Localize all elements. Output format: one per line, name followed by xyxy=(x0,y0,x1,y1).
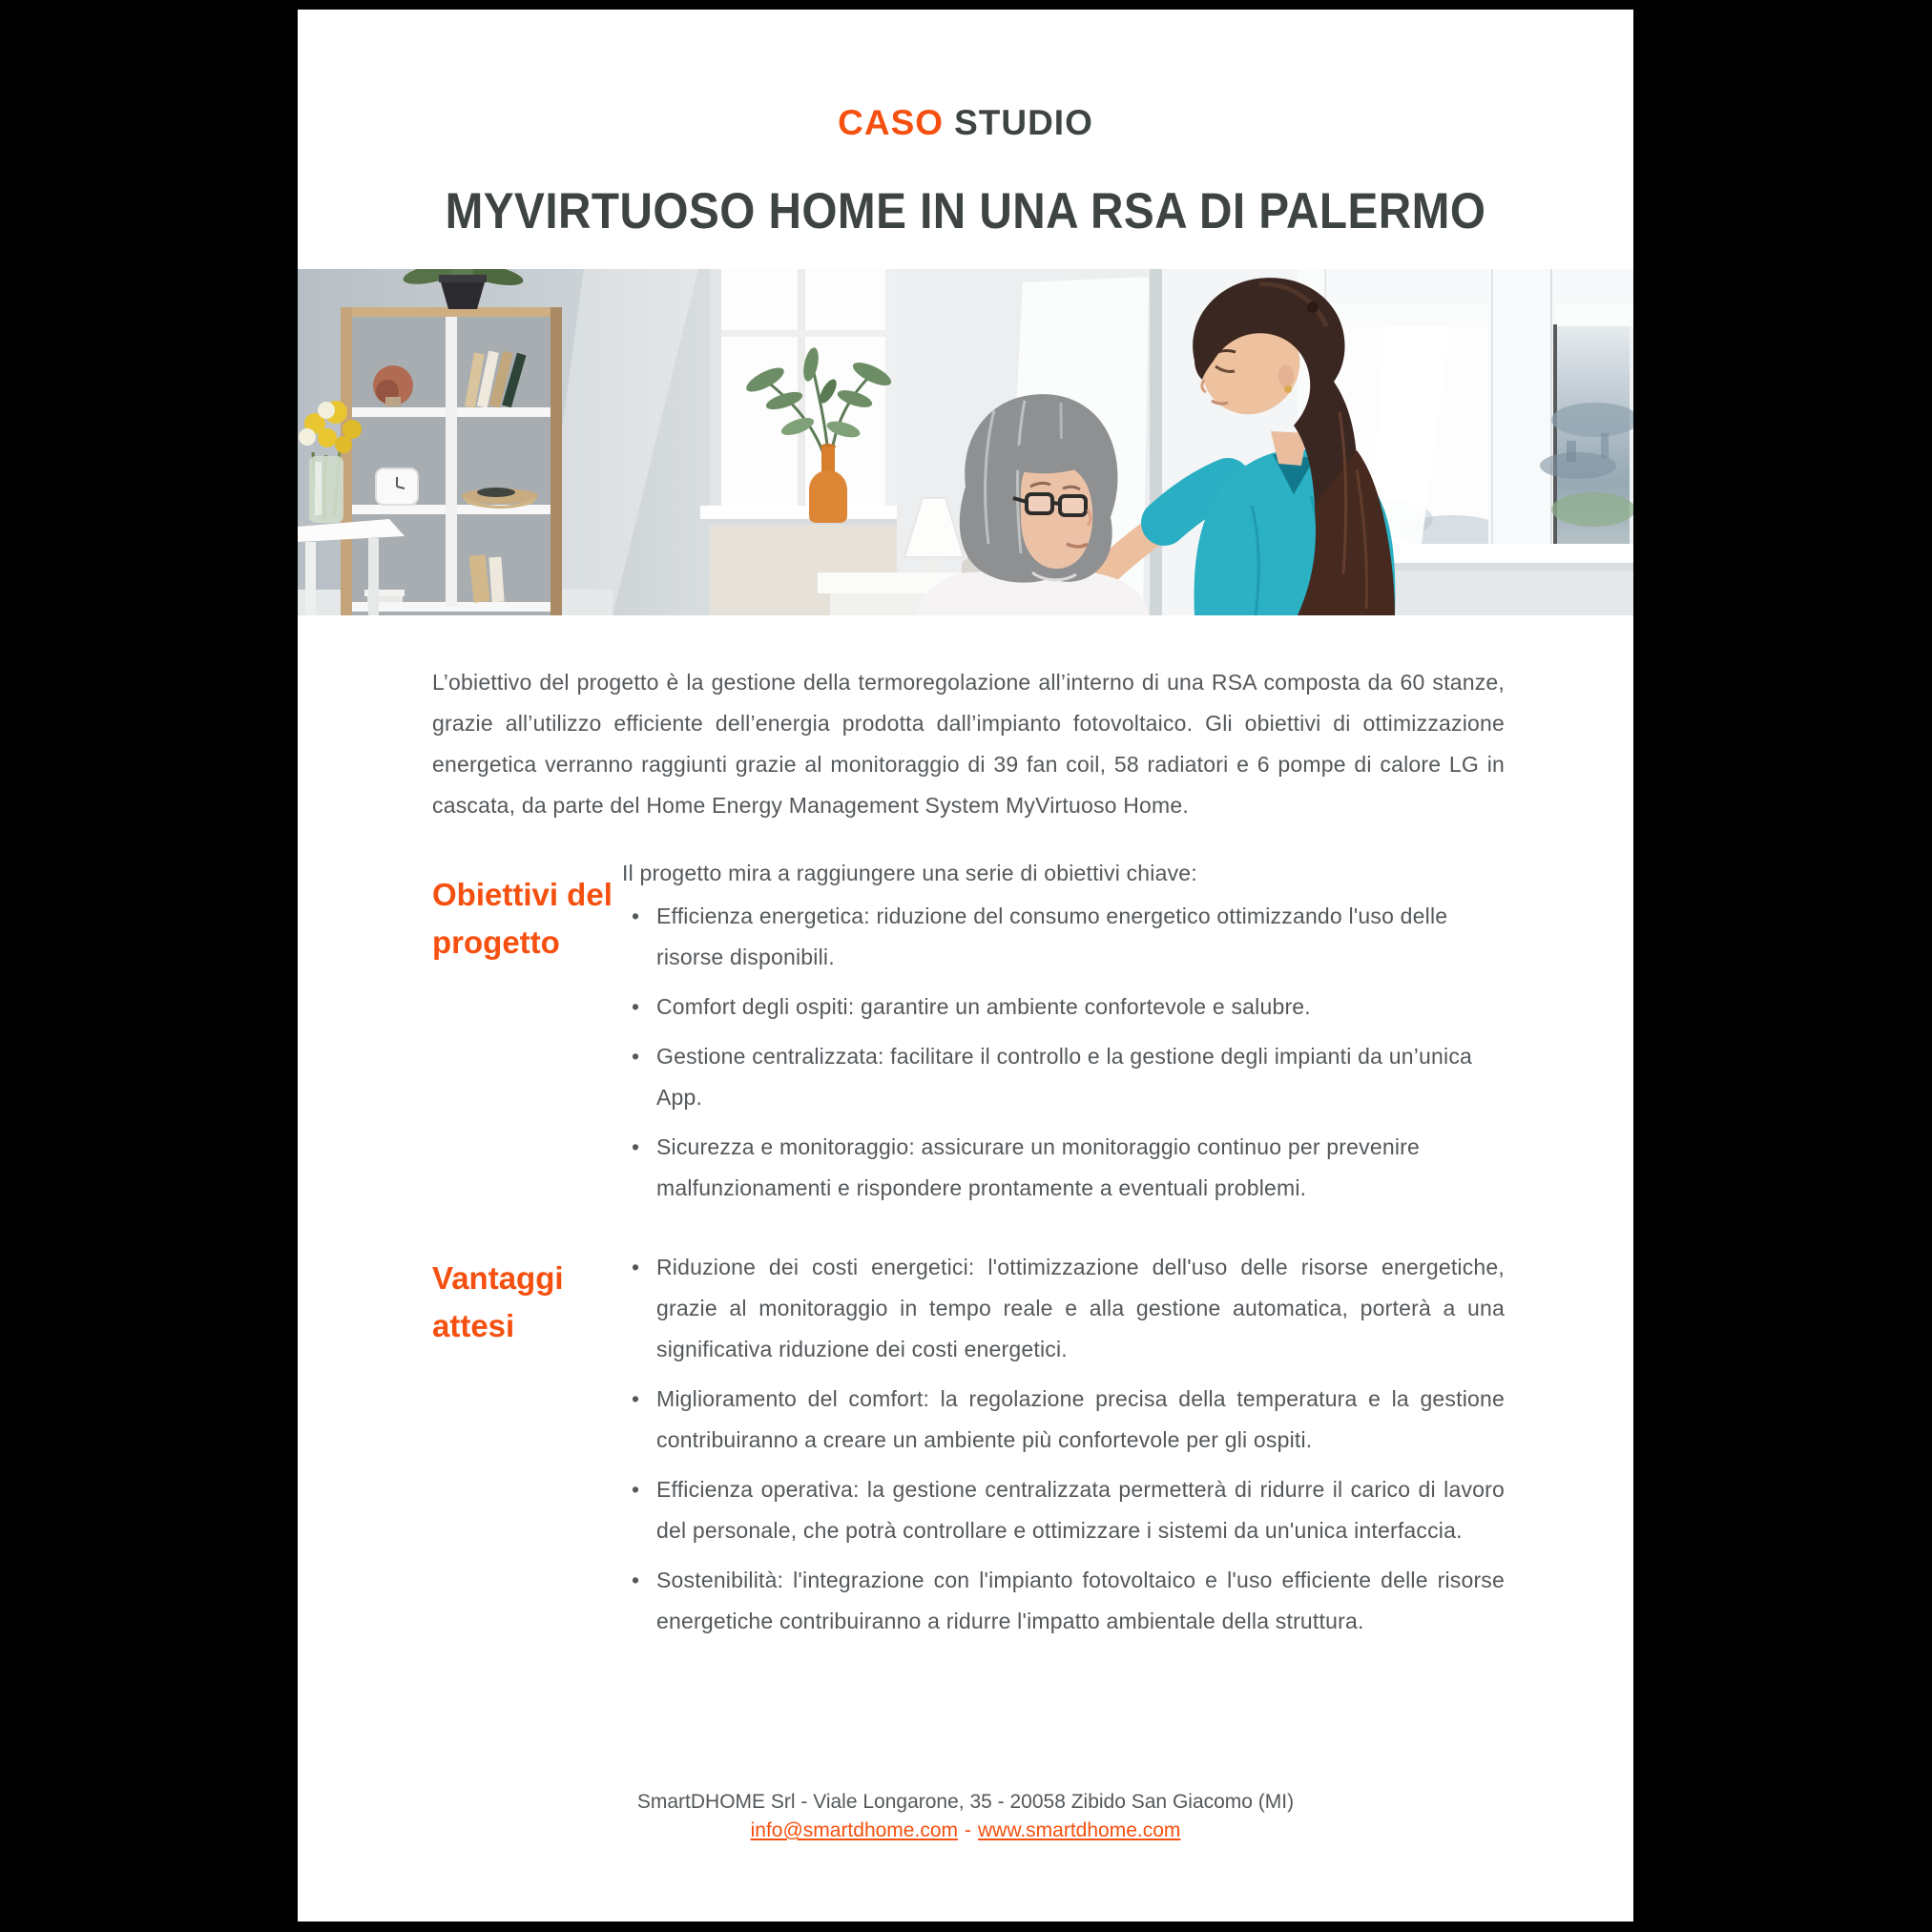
footer-email-link[interactable]: info@smartdhome.com xyxy=(750,1819,958,1841)
hero-photo xyxy=(298,269,1633,615)
kicker xyxy=(298,103,1633,143)
footer-website-link[interactable]: www.smartdhome.com xyxy=(978,1819,1181,1841)
kicker-accent: CASO xyxy=(838,103,945,142)
window-with-plant xyxy=(700,269,906,615)
bullet-item: • Efficienza operativa: la gestione centralizzata permetterà di ridurre il carico di lavoro del personale, che potrà controllare e ottimizzare i sistemi da un'unica interfaccia. xyxy=(656,1469,1505,1551)
section-obiettivi-body xyxy=(622,853,1505,1217)
bullet-item: • Efficienza energetica: riduzione del consumo energetico ottimizzando l'uso delle risorse disponibili. xyxy=(656,896,1505,978)
document-page xyxy=(298,10,1633,1922)
section-vantaggi-heading: Vantaggi attesi xyxy=(432,1260,564,1343)
section-obiettivi-heading: Obiettivi del progetto xyxy=(432,877,613,960)
hero-photo-illustration xyxy=(298,269,1633,615)
footer xyxy=(298,1788,1633,1845)
bullet-item: • Miglioramento del comfort: la regolazione precisa della temperatura e la gestione contribuiranno a creare un ambiente più confortevole per gli ospiti. xyxy=(656,1379,1505,1461)
bullet-item: • Riduzione dei costi energetici: l'ottimizzazione dell'uso delle risorse energetiche, grazie al monitoraggio in tempo reale e alla gestione automatica, porterà a una significativa riduzione dei costi energetici. xyxy=(656,1247,1505,1370)
section-vantaggi-list xyxy=(622,1247,1505,1642)
section-obiettivi-list xyxy=(622,896,1505,1209)
intro-paragraph: L’obiettivo del progetto è la gestione della termoregolazione all’interno di una RSA composta da 60 stanze, grazie all’utilizzo efficiente dell’energia prodotta dall’impianto fotovoltaico. Gli obiettivi di ottimizzazione energetica verranno raggiunti grazie al monitoraggio di 39 fan coil, 58 radiatori e 6 pompe di calore LG in cascata, da parte del Home Energy Management System MyVirtuoso Home. xyxy=(432,670,1505,818)
footer-links xyxy=(298,1817,1633,1845)
kicker-rest: STUDIO xyxy=(954,103,1093,142)
bullet-item: • Gestione centralizzata: facilitare il controllo e la gestione degli impianti da un’unica App. xyxy=(656,1036,1505,1118)
section-obiettivi-lead: Il progetto mira a raggiungere una serie di obiettivi chiave: xyxy=(622,861,1197,885)
bullet-item: • Comfort degli ospiti: garantire un ambiente confortevole e salubre. xyxy=(656,987,1505,1028)
section-vantaggi xyxy=(432,1247,1505,1651)
section-obiettivi xyxy=(432,853,1505,1217)
page-title: MYVIRTUOSO HOME IN UNA RSA DI PALERMO xyxy=(445,183,1486,239)
section-vantaggi-body xyxy=(622,1247,1505,1651)
bullet-item: • Sostenibilità: l'integrazione con l'impianto fotovoltaico e l'uso efficiente delle risorse energetiche contribuiranno a ridurre l'impatto ambientale della struttura. xyxy=(656,1560,1505,1642)
footer-links-separator: - xyxy=(965,1819,971,1841)
bullet-item: • Sicurezza e monitoraggio: assicurare un monitoraggio continuo per prevenire malfunzionamenti e rispondere prontamente a eventuali problemi. xyxy=(656,1127,1505,1209)
footer-address: SmartDHOME Srl - Viale Longarone, 35 - 20058 Zibido San Giacomo (MI) xyxy=(636,1791,1295,1813)
